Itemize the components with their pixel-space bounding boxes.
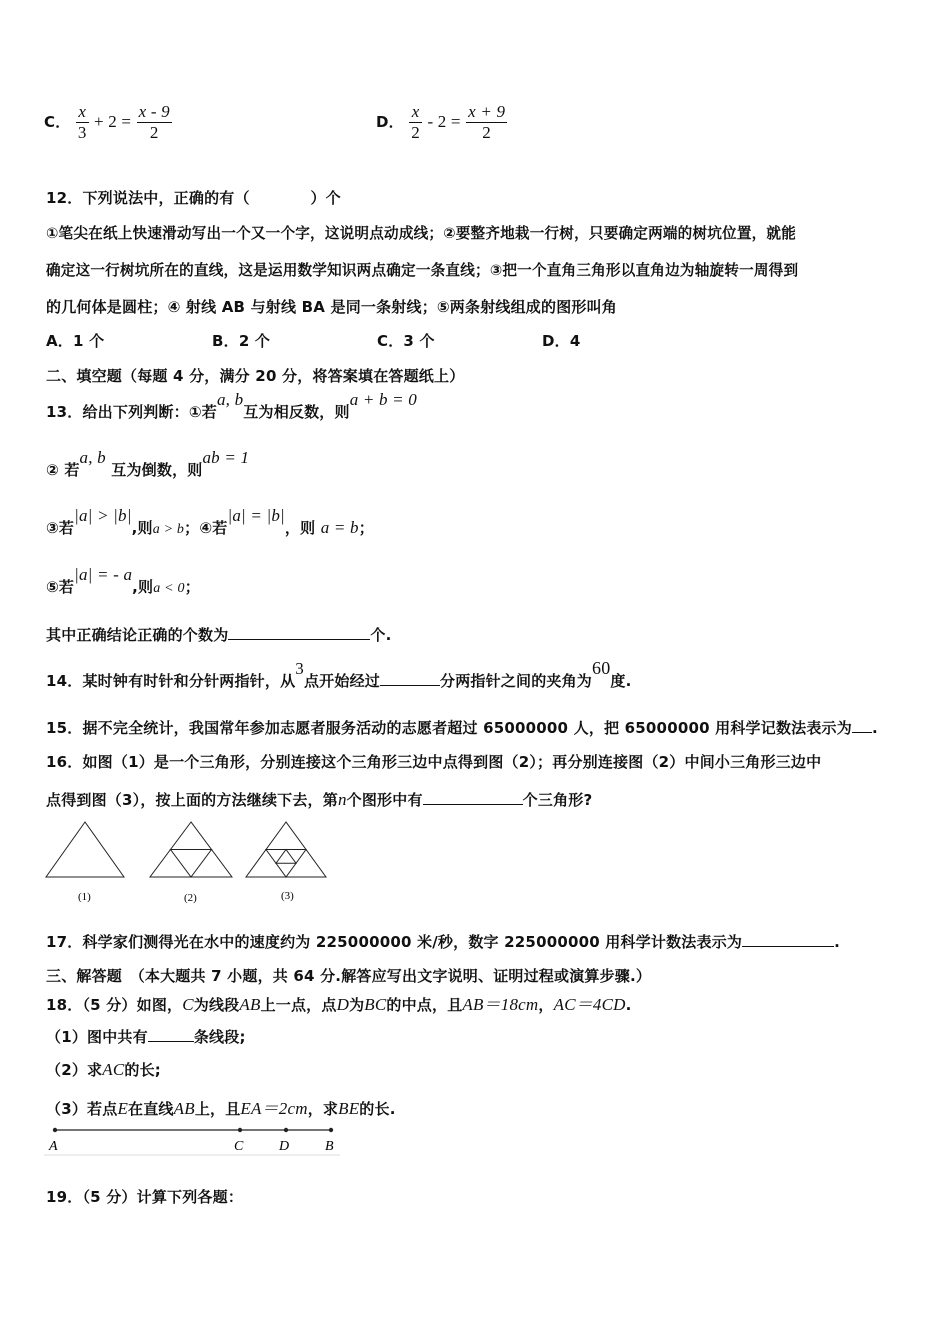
segment-diagram (44, 1122, 344, 1156)
operator: + 2 = (94, 112, 132, 131)
q12-option-b: B．2 个 (212, 332, 271, 350)
answer-blank[interactable] (423, 790, 523, 805)
q18-part3: （3）若点E在直线AB上，且EA＝2cm，求BE的长. (46, 1099, 396, 1118)
fraction: $\frac{x - 9}{2}$ (138, 102, 170, 142)
q13-item1: 13．给出下列判断：①若a, b互为相反数，则a + b = 0 (46, 390, 417, 421)
q13-item2: ② 若a, b 互为倒数，则ab = 1 (46, 448, 250, 479)
math: |a| = |b| (227, 506, 285, 525)
math: a, b (216, 390, 244, 409)
option-label: C． (44, 113, 71, 131)
math: a, b (79, 448, 106, 467)
figure-label-1: (1) (78, 891, 91, 903)
q18-stem: 18．（5 分）如图，C为线段AB上一点，点D为BC的中点，且AB＝18cm，AC＝4CD. (46, 995, 632, 1014)
point-c (238, 1128, 242, 1132)
q12-line2: 确定这一行树坑所在的直线，这是运用数学知识两点确定一条直线；③把一个直角三角形以直角边为轴旋转一周得到 (46, 262, 799, 279)
triangle-figures (40, 815, 340, 910)
figure-label-3: (3) (281, 890, 294, 902)
label-a: A (49, 1139, 58, 1154)
q18-part1: （1）图中共有 条线段; (46, 1028, 246, 1046)
q18-part2: （2）求AC的长; (46, 1060, 161, 1079)
math: a < 0 (153, 581, 185, 596)
q12-option-a: A．1 个 (46, 332, 105, 350)
math: 60 (592, 658, 611, 678)
q14: 14．某时钟有时针和分针两指针，从3点开始经过 分两指针之间的夹角为60度. (46, 658, 632, 690)
math: ab = 1 (202, 448, 250, 467)
fraction: $\frac{x}{2}$ (411, 102, 420, 142)
fraction: $\frac{x}{3}$ (77, 102, 87, 142)
math: 3 (295, 659, 304, 678)
q17: 17．科学家们测得光在水中的速度约为 225000000 米/秒，数字 225000000 用科学计数法表示为 . (46, 933, 841, 951)
option-label: D． (376, 113, 404, 131)
q11-option-c (44, 102, 172, 143)
label-c: C (234, 1139, 244, 1154)
figure-label-2: (2) (184, 892, 197, 904)
q11-option-d (376, 102, 507, 143)
operator: - 2 = (427, 112, 461, 131)
q12-option-d: D．4 (542, 332, 581, 350)
math: a = b (320, 518, 359, 537)
section3-heading: 三、解答题 （本大题共 7 小题，共 64 分.解答应写出文字说明、证明过程或演算步骤.） (46, 967, 652, 985)
q12-title: 12．下列说法中，正确的有（ ）个 (46, 189, 341, 207)
section2-heading: 二、填空题（每题 4 分，满分 20 分，将答案填在答题纸上） (46, 367, 465, 385)
q12-option-c: C．3 个 (377, 332, 435, 350)
q13-item3-4: ③若|a| > |b|,则a > b；④若|a| = |b|，则 a = b； (46, 506, 374, 537)
math: a + b = 0 (349, 390, 417, 409)
q16-line1: 16．如图（1）是一个三角形，分别连接这个三角形三边中点得到图（2）；再分别连接图（2）中间小三角形三边中 (46, 753, 822, 771)
answer-blank[interactable] (380, 671, 440, 686)
triangle-figure-3 (246, 822, 326, 877)
q13-item5: ⑤若|a| = - a,则a < 0； (46, 565, 200, 596)
math: |a| > |b| (74, 506, 132, 525)
q12-line1: ①笔尖在纸上快速滑动写出一个又一个字，这说明点动成线；②要整齐地栽一行树，只要确定两端的树坑位置，就能 (46, 225, 797, 242)
answer-blank[interactable] (228, 625, 370, 640)
math: a > b (152, 522, 185, 537)
q19: 19．（5 分）计算下列各题： (46, 1188, 244, 1206)
q13-question: 其中正确结论正确的个数为 个. (46, 626, 392, 644)
q16-line2: 点得到图（3），按上面的方法继续下去，第n个图形中有 个三角形? (46, 790, 593, 809)
answer-blank[interactable] (742, 932, 834, 947)
point-d (284, 1128, 288, 1132)
math: |a| = - a (74, 565, 133, 584)
answer-blank[interactable] (148, 1027, 194, 1042)
label-d: D (279, 1139, 290, 1154)
point-a (53, 1128, 57, 1132)
answer-blank[interactable] (852, 718, 872, 733)
q12-line3: 的几何体是圆柱；④ 射线 AB 与射线 BA 是同一条射线；⑤两条射线组成的图形叫角 (46, 298, 617, 316)
point-b (329, 1128, 333, 1132)
triangle-figure-1 (46, 822, 124, 877)
q15: 15．据不完全统计，我国常年参加志愿者服务活动的志愿者超过 65000000 人，把 65000000 用科学记数法表示为 . (46, 719, 878, 737)
triangle-figure-2 (150, 822, 232, 877)
label-b: B (325, 1139, 334, 1154)
fraction: $\frac{x + 9}{2}$ (468, 102, 506, 142)
